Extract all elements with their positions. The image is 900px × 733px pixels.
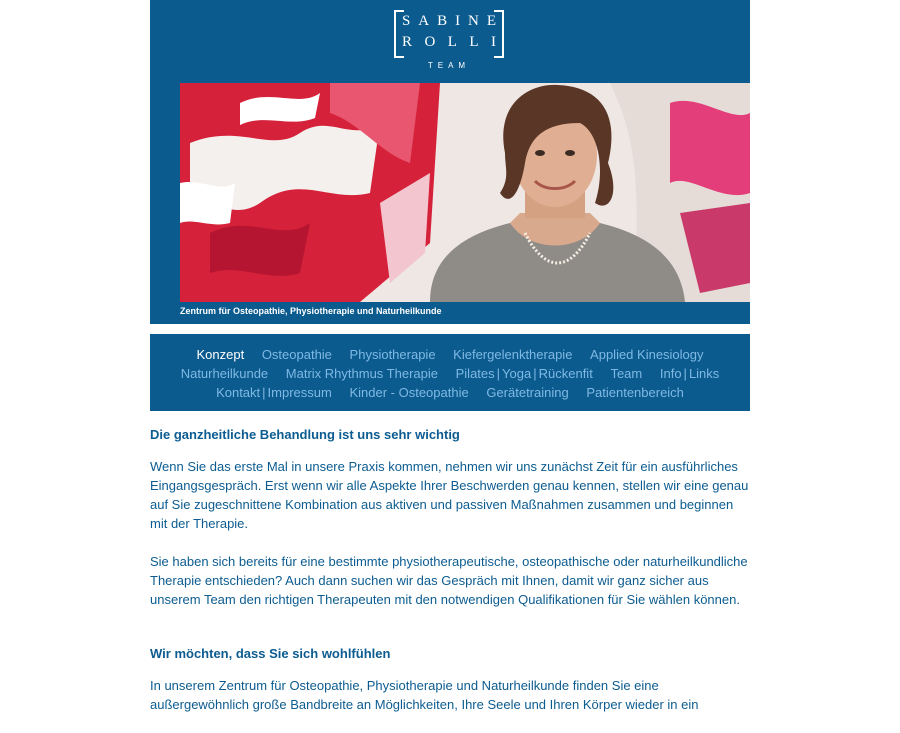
nav-item-naturheilkunde[interactable]: Naturheilkunde: [180, 366, 269, 381]
header-photo: [180, 83, 750, 302]
main-navigation: [150, 334, 750, 411]
nav-item-links[interactable]: Links: [688, 366, 720, 381]
nav-item-team[interactable]: Team: [610, 366, 643, 381]
portrait-photo-illustration: [180, 83, 750, 302]
nav-item-yoga[interactable]: Yoga: [502, 366, 532, 381]
nav-separator: |: [262, 385, 266, 400]
nav-item-patientenbereich[interactable]: Patientenbereich: [586, 385, 684, 400]
nav-item-geraetetraining[interactable]: Gerätetraining: [486, 385, 569, 400]
nav-item-rueckenfit[interactable]: Rückenfit: [538, 366, 593, 381]
content-heading-1: Die ganzheitliche Behandlung ist uns sehr wichtig: [150, 427, 460, 442]
nav-row-2: [150, 364, 750, 383]
page: [150, 0, 750, 733]
nav-item-kinder-osteopathie[interactable]: Kinder - Osteopathie: [349, 385, 469, 400]
main-content: [150, 411, 750, 714]
nav-item-pilates[interactable]: Pilates: [455, 366, 495, 381]
sabine-rolli-team-logo[interactable]: [394, 10, 504, 72]
logo-team: TEAM: [427, 61, 471, 70]
nav-item-kiefergelenktherapie[interactable]: Kiefergelenktherapie: [453, 347, 573, 362]
nav-separator: |: [533, 366, 537, 381]
content-heading-2: Wir möchten, dass Sie sich wohlfühlen: [150, 646, 391, 661]
nav-item-osteopathie[interactable]: Osteopathie: [261, 347, 332, 362]
nav-item-applied-kinesiology[interactable]: Applied Kinesiology: [590, 347, 704, 362]
nav-separator: |: [683, 366, 687, 381]
nav-item-konzept[interactable]: Konzept: [196, 347, 245, 362]
content-paragraph-3: In unserem Zentrum für Osteopathie, Physiotherapie und Naturheilkunde finden Sie eine außergewöhnlich große Bandbreite an Möglichkeiten, Ihre Seele und Ihren Körper wieder in ein: [150, 678, 699, 712]
nav-item-physiotherapie[interactable]: Physiotherapie: [349, 347, 436, 362]
content-paragraph-2: Sie haben sich bereits für eine bestimmte physiotherapeutische, osteopathische oder naturheilkundliche Therapie entschieden? Auch dann suchen wir das Gespräch mit Ihnen, damit wir ganz sicher aus unserem Team den richtigen Therapeuten mit den notwendigen Qualifikationen für Sie wählen können.: [150, 554, 748, 607]
nav-item-kontakt[interactable]: Kontakt: [216, 385, 261, 400]
nav-separator: |: [496, 366, 501, 381]
nav-item-matrix-rhythmus-therapie[interactable]: Matrix Rhythmus Therapie: [285, 366, 438, 381]
header-banner: [150, 0, 750, 324]
nav-item-info[interactable]: Info: [659, 366, 682, 381]
nav-row-3: [150, 383, 750, 402]
logo-line-1: S A B I N E: [402, 13, 496, 29]
logo-line-2: R O L L I: [402, 34, 496, 50]
nav-row-1: [150, 345, 750, 364]
content-paragraph-1: Wenn Sie das erste Mal in unsere Praxis kommen, nehmen wir uns zunächst Zeit für ein ausführliches Eingangsgespräch. Erst wenn wir alle Aspekte Ihrer Beschwerden genau kennen, stellen wir eine genau auf Sie zugeschnittene Kombination aus aktiven und passiven Maßnahmen zusammen und beginnen mit der Therapie.: [150, 459, 749, 531]
nav-item-impressum[interactable]: Impressum: [267, 385, 332, 400]
header-tagline: Zentrum für Osteopathie, Physiotherapie und Naturheilkunde: [180, 306, 442, 316]
